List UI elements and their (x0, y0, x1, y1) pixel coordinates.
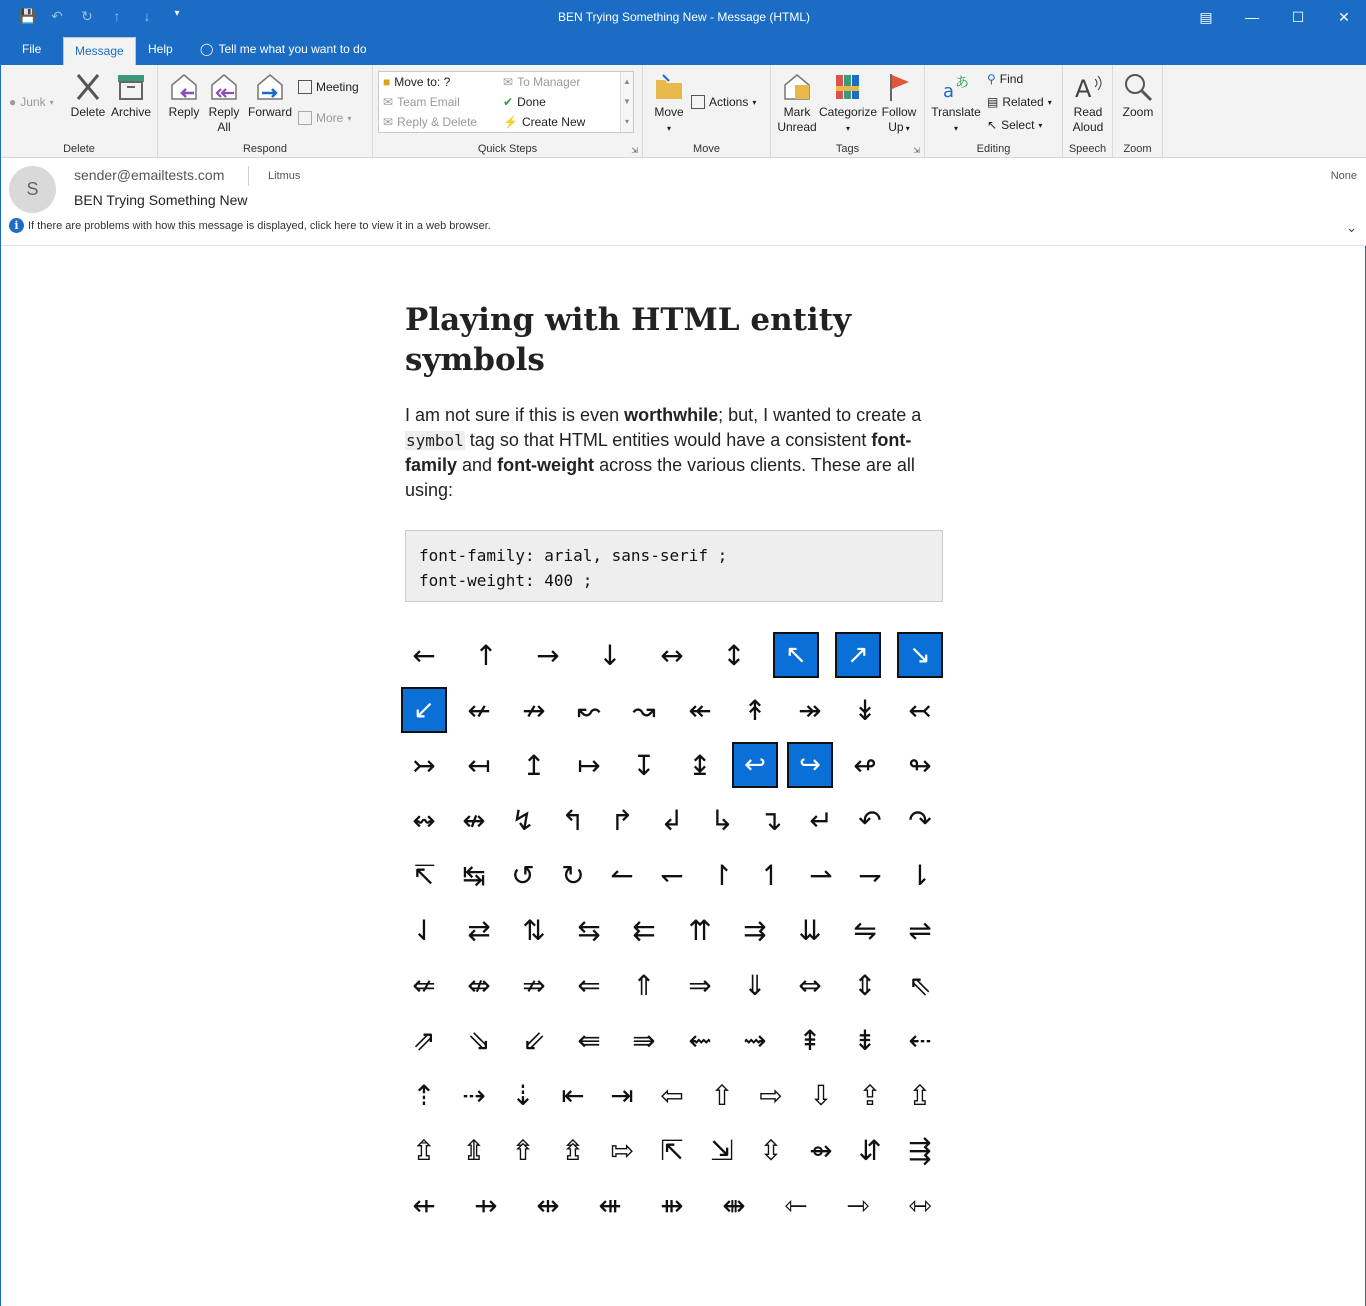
entity-symbol: ↳ (710, 803, 734, 837)
entity-symbol: ⇿ (908, 1188, 932, 1222)
entity-symbol: ⇫ (908, 1078, 932, 1112)
entity-symbol: ↙ (401, 687, 447, 733)
entity-symbol: ↮ (462, 803, 486, 837)
entity-symbol: ↜ (577, 693, 601, 727)
speech-group (1063, 65, 1113, 158)
delete-group-label: Delete (63, 143, 95, 155)
entity-symbol: ↓ (598, 638, 622, 672)
select-cursor-icon: ↖ (987, 118, 998, 132)
entity-symbol: ⇠ (908, 1023, 932, 1057)
entity-symbol: ⇍ (412, 968, 436, 1002)
select-button[interactable]: ↖ Select ▾ (987, 118, 1043, 132)
entity-symbol: ⇦ (660, 1078, 684, 1112)
redo-icon[interactable]: ↻ (81, 8, 93, 24)
entity-symbol: ↠ (798, 693, 822, 727)
entity-symbol: ⇱ (660, 1133, 684, 1167)
info-bar[interactable]: i If there are problems with how this message is displayed, click here to view it in a web browser. (9, 218, 491, 233)
entity-symbol: ⇖ (908, 968, 932, 1002)
translate-button[interactable]: a あ Translate ▾ (929, 71, 983, 136)
entity-symbol: ⇨ (759, 1078, 783, 1112)
entity-symbol: ⇾ (846, 1188, 870, 1222)
tab-help[interactable]: Help (148, 42, 173, 56)
entity-symbol: ↴ (759, 803, 783, 837)
entity-symbol: ⇙ (522, 1023, 546, 1057)
entity-symbol: ⇈ (688, 913, 712, 947)
editing-group (925, 65, 1063, 158)
related-button[interactable]: ▤ Related ▾ (987, 95, 1052, 109)
follow-up-button[interactable]: Follow Up ▾ (879, 71, 919, 136)
junk-button[interactable]: ● Junk ▾ (9, 95, 54, 109)
sender-address[interactable]: sender@emailtests.com (74, 167, 225, 183)
email-heading: Playing with HTML entity symbols (405, 302, 852, 378)
read-aloud-icon (1072, 71, 1104, 103)
entity-symbol: ⇲ (710, 1133, 734, 1167)
lightbulb-icon: ◯ (200, 42, 214, 56)
delete-button[interactable]: Delete (69, 71, 107, 120)
entity-symbol: ↷ (908, 803, 932, 837)
quicksteps-group-label: Quick Steps (477, 143, 538, 155)
entity-symbol: ⇤ (561, 1078, 585, 1112)
entity-symbol: ↸ (412, 858, 436, 892)
speech-group-label: Speech (1068, 143, 1107, 155)
mark-unread-button[interactable]: Mark Unread (775, 71, 819, 135)
entity-symbol: ↫ (853, 748, 877, 782)
delete-icon (72, 71, 104, 103)
svg-text:あ: あ (955, 75, 969, 91)
dialog-launcher-icon[interactable]: ⇲ (631, 146, 638, 155)
entity-symbol: ⇉ (743, 913, 767, 947)
entity-symbol: ⇥ (610, 1078, 634, 1112)
entity-symbol: ↖ (773, 632, 819, 678)
chevron-down-icon[interactable]: ⌄ (1346, 220, 1357, 235)
forward-button[interactable]: Forward (247, 71, 293, 120)
entity-symbol: ⇮ (511, 1133, 535, 1167)
delete-group (1, 65, 158, 158)
entity-symbol: ↡ (853, 693, 877, 727)
entity-symbol: ↩ (732, 742, 778, 788)
ribbon-display-icon[interactable]: ▤ (1199, 8, 1213, 25)
reply-all-icon (208, 71, 240, 103)
quickstep-create-new[interactable]: ⚡ Create New (503, 115, 586, 129)
code-block: font-family: arial, sans-serif ; font-weight: 400 ; (405, 530, 943, 602)
header-divider (248, 166, 249, 186)
entity-symbol: ↱ (610, 803, 634, 837)
more-icon (298, 111, 312, 125)
entity-symbol: ↚ (467, 693, 491, 727)
entity-symbol: ⇓ (743, 968, 767, 1002)
entity-symbol: ⇬ (412, 1133, 436, 1167)
entity-symbol: ↢ (908, 693, 932, 727)
archive-icon (115, 71, 147, 103)
message-header (1, 158, 1366, 246)
info-icon: i (9, 218, 24, 233)
entity-symbol: ↥ (522, 748, 546, 782)
entity-symbol: ↕ (722, 638, 746, 672)
entity-symbol: ⇃ (412, 913, 436, 947)
entity-symbol: ⇘ (467, 1023, 491, 1057)
entity-symbol: ⇯ (561, 1133, 585, 1167)
entity-symbol: ← (412, 638, 436, 672)
entity-symbol: ↾ (710, 858, 734, 892)
tags-dialog-launcher-icon[interactable]: ⇲ (913, 146, 920, 155)
entity-symbol: ⇀ (809, 858, 833, 892)
customize-icon[interactable]: ▾ (174, 8, 180, 19)
entity-symbol: ⇜ (688, 1023, 712, 1057)
entity-symbol: ⇎ (467, 968, 491, 1002)
entity-symbol: ⇼ (722, 1188, 746, 1222)
meeting-button[interactable]: Meeting (298, 80, 359, 94)
entity-symbol: ⇄ (467, 913, 491, 947)
up-icon[interactable]: ↑ (113, 8, 121, 24)
magnifier-icon (1122, 71, 1154, 103)
find-button[interactable]: ⚲ Find (987, 72, 1024, 86)
entity-symbol: ↝ (632, 693, 656, 727)
respond-group (158, 65, 373, 158)
entity-symbol: ⇝ (743, 1023, 767, 1057)
actions-icon (691, 95, 705, 109)
move-group-label: Move (693, 143, 720, 155)
entity-symbol: ⇣ (511, 1078, 535, 1112)
quickstep-team-email[interactable]: ✉ Team Email (383, 95, 460, 109)
quicksteps-gallery (378, 71, 634, 133)
entity-symbol: ↧ (632, 748, 656, 782)
entity-symbol: ↔ (660, 638, 684, 672)
entity-symbol: ↛ (522, 693, 546, 727)
related-icon: ▤ (987, 95, 999, 109)
entity-symbol: ↲ (660, 803, 684, 837)
entity-symbol: ⇌ (908, 913, 932, 947)
entity-symbol: ⇽ (784, 1188, 808, 1222)
entity-symbol: ↿ (759, 858, 783, 892)
entity-symbol: ↽ (660, 858, 684, 892)
gallery-scrollbar[interactable]: ▲ ▼ ▾ (620, 72, 633, 132)
title-bar (1, 0, 1366, 34)
entity-symbol: ⇵ (858, 1133, 882, 1167)
entity-symbol: ⇅ (522, 913, 546, 947)
editing-group-label: Editing (976, 143, 1011, 155)
entity-symbol: ⇂ (908, 858, 932, 892)
entity-symbol: ↶ (858, 803, 882, 837)
quickstep-move-to[interactable]: ■ Move to: ? (383, 75, 451, 89)
categorize-button[interactable]: Categorize ▾ (819, 71, 877, 136)
entity-symbol: ↟ (743, 693, 767, 727)
entity-symbol: ⇇ (632, 913, 656, 947)
entity-symbol: ⇟ (853, 1023, 877, 1057)
entity-symbol: ↰ (561, 803, 585, 837)
entity-symbol: ⇰ (610, 1133, 634, 1167)
entity-symbol: ↑ (474, 638, 498, 672)
entity-symbol: ⇶ (908, 1133, 932, 1167)
entity-symbol: ⇺ (598, 1188, 622, 1222)
svg-text:A: A (1075, 75, 1092, 103)
forward-icon (254, 71, 286, 103)
respond-group-label: Respond (242, 143, 288, 155)
zoom-group (1113, 65, 1163, 158)
quickstep-reply-delete[interactable]: ✉ Reply & Delete (383, 115, 478, 129)
archive-button[interactable]: Archive (109, 71, 153, 120)
move-button[interactable]: Move ▾ (651, 71, 687, 136)
quickstep-to-manager[interactable]: ✉ To Manager (503, 75, 581, 89)
tab-file[interactable]: File (22, 42, 42, 56)
tab-message[interactable]: Message (63, 37, 136, 65)
window-controls (1183, 0, 1366, 34)
down-icon[interactable]: ↓ (143, 8, 151, 24)
entity-symbol: ⇁ (858, 858, 882, 892)
tell-me-box[interactable] (189, 34, 378, 65)
entity-symbol: ↵ (809, 803, 833, 837)
email-paragraph: I am not sure if this is even worthwhile; but, I wanted to create a symbol tag so that HTML entities would have a consistent font-family and font-weight across the various clients. These are all using: (405, 405, 922, 500)
message-subject: BEN Trying Something New (74, 192, 248, 208)
entity-symbol: ↺ (511, 858, 535, 892)
ribbon-tabs (1, 34, 1366, 65)
entity-symbol: ⇭ (462, 1133, 486, 1167)
entity-symbol: ⇆ (577, 913, 601, 947)
move-folder-icon (653, 71, 685, 103)
svg-text:a: a (943, 81, 955, 102)
entity-symbol: ↪ (787, 742, 833, 788)
entity-symbol: ⇢ (462, 1078, 486, 1112)
more-button[interactable]: More ▾ (298, 111, 351, 125)
tags-group (771, 65, 925, 158)
recipient-tag: Litmus (268, 170, 301, 182)
entity-symbol: ⇗ (412, 1023, 436, 1057)
ribbon (1, 65, 1366, 158)
entity-symbol: ↗ (835, 632, 881, 678)
entity-symbol: ⇡ (412, 1078, 436, 1112)
meeting-icon (298, 80, 312, 94)
entity-symbol: ↤ (467, 748, 491, 782)
entity-symbol: ↬ (908, 748, 932, 782)
flag-icon (883, 71, 915, 103)
maximize-icon[interactable]: ☐ (1291, 8, 1305, 25)
tags-group-label: Tags (835, 143, 860, 155)
read-aloud-button[interactable]: A Read Aloud (1067, 71, 1109, 135)
entity-symbol: ⇸ (474, 1188, 498, 1222)
translate-icon (940, 71, 972, 103)
category-label: None (1330, 170, 1357, 182)
zoom-button[interactable]: Zoom (1119, 71, 1157, 120)
entity-symbol: ⇹ (536, 1188, 560, 1222)
entity-symbol: ⇏ (522, 968, 546, 1002)
actions-button[interactable]: Actions ▾ (691, 95, 756, 109)
quickstep-done[interactable]: ✔ Done (503, 95, 546, 109)
entity-symbol: ↦ (577, 748, 601, 782)
entity-symbol: ↹ (462, 858, 486, 892)
categorize-icon (832, 71, 864, 103)
entity-symbol: ⇻ (660, 1188, 684, 1222)
entity-symbol: ⇧ (710, 1078, 734, 1112)
entity-symbol: → (536, 638, 560, 672)
move-group (643, 65, 771, 158)
close-icon[interactable]: ✕ (1338, 8, 1350, 25)
find-icon: ⚲ (987, 72, 996, 86)
entity-symbol: ⇷ (412, 1188, 436, 1222)
entity-symbol: ⇕ (853, 968, 877, 1002)
tell-me-label: Tell me what you want to do (218, 42, 367, 56)
entity-symbol: ↻ (561, 858, 585, 892)
entity-symbol: ↘ (897, 632, 943, 678)
undo-icon[interactable]: ↶ (51, 8, 63, 24)
entity-symbol: ⇔ (798, 968, 822, 1002)
minimize-icon[interactable]: — (1245, 9, 1259, 25)
junk-icon: ● (9, 95, 17, 109)
reply-all-button[interactable]: Reply All (206, 71, 242, 135)
entity-symbol: ↞ (688, 693, 712, 727)
save-icon[interactable]: 💾 (19, 8, 37, 24)
entity-symbol: ⇩ (809, 1078, 833, 1112)
window-title: BEN Trying Something New - Message (HTML) (557, 10, 811, 24)
entity-symbol: ⇴ (809, 1133, 833, 1167)
entity-symbol: ⇳ (759, 1133, 783, 1167)
avatar: S (9, 166, 56, 213)
zoom-group-label: Zoom (1123, 143, 1152, 155)
email-body (405, 300, 945, 602)
reply-icon (168, 71, 200, 103)
entity-symbol: ⇊ (798, 913, 822, 947)
reply-button[interactable]: Reply (166, 71, 202, 120)
entity-symbol: ⇑ (632, 968, 656, 1002)
mark-unread-icon (781, 71, 813, 103)
entity-symbol: ⇋ (853, 913, 877, 947)
entity-symbol: ↨ (688, 748, 712, 782)
entity-symbol: ⇪ (858, 1078, 882, 1112)
entity-symbol: ↭ (412, 803, 436, 837)
entity-symbol: ⇞ (798, 1023, 822, 1057)
entity-symbol: ↼ (610, 858, 634, 892)
entity-symbol: ↣ (412, 748, 436, 782)
entity-symbol: ⇚ (577, 1023, 601, 1057)
entity-symbol: ⇛ (632, 1023, 656, 1057)
entity-symbol: ⇐ (577, 968, 601, 1002)
entity-symbol: ↯ (511, 803, 535, 837)
entity-symbol: ⇒ (688, 968, 712, 1002)
